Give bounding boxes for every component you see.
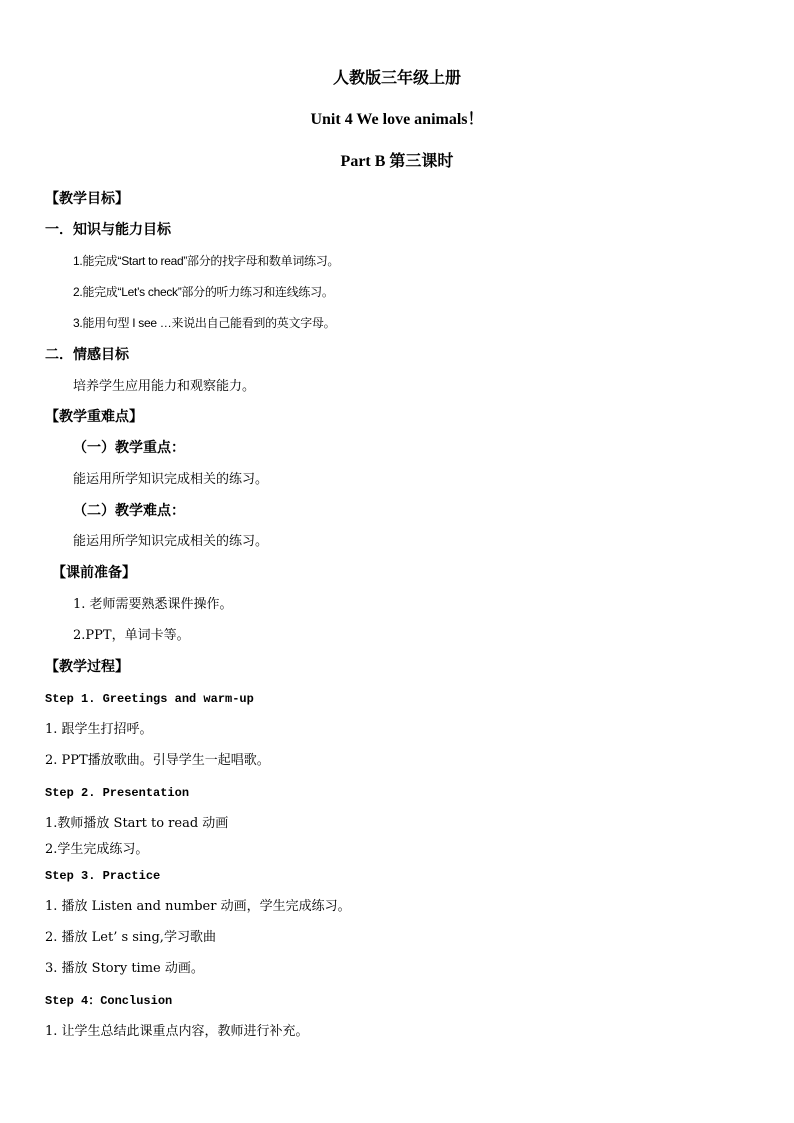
objectives-heading: 【教学目标】 <box>45 191 129 207</box>
keypoints-heading: 【教学重难点】 <box>45 409 143 425</box>
difficulty-text: 能运用所学知识完成相关的练习。 <box>73 534 269 549</box>
step3-item: 1. 播放 Listen and number 动画，学生完成练习。 <box>45 899 351 914</box>
knowledge-item: 2.能完成“Let’s check”部分的听力练习和连线练习。 <box>73 285 334 299</box>
unit-title: Unit 4 We love animals！ <box>310 111 484 128</box>
part-title: Part B 第三课时 <box>340 153 454 170</box>
emotion-text: 培养学生应用能力和观察能力。 <box>73 379 256 394</box>
step1-heading: Step 1. Greetings and warm-up <box>45 692 254 706</box>
step2-item: 1.教师播放 Start to read 动画 <box>45 816 229 831</box>
step3-item: 2. 播放 Let’ s sing,学习歌曲 <box>45 930 216 945</box>
step2-item: 2.学生完成练习。 <box>45 842 149 857</box>
step1-item: 2. PPT播放歌曲。引导学生一起唱歌。 <box>45 753 270 768</box>
emotion-heading: 二．情感目标 <box>45 347 129 363</box>
knowledge-item: 3.能用句型 I see …来说出自己能看到的英文字母。 <box>73 316 336 330</box>
knowledge-item: 1.能完成“Start to read”部分的找字母和数单词练习。 <box>73 254 340 268</box>
process-heading: 【教学过程】 <box>45 659 129 675</box>
focus-heading: （一）教学重点： <box>73 440 185 456</box>
step2-heading: Step 2. Presentation <box>45 786 190 800</box>
focus-text: 能运用所学知识完成相关的练习。 <box>73 472 269 487</box>
step3-heading: Step 3. Practice <box>45 869 161 883</box>
step4-item: 1. 让学生总结此课重点内容，教师进行补充。 <box>45 1024 309 1039</box>
preparation-heading: 【课前准备】 <box>52 565 136 581</box>
step4-heading: Step 4：Conclusion <box>45 994 173 1008</box>
step1-item: 1. 跟学生打招呼。 <box>45 722 153 737</box>
preparation-item: 1. 老师需要熟悉课件操作。 <box>73 597 233 612</box>
document-title: 人教版三年级上册 <box>332 68 461 87</box>
difficulty-heading: （二）教学难点： <box>73 503 185 519</box>
step3-item: 3. 播放 Story time 动画。 <box>45 961 204 976</box>
knowledge-heading: 一．知识与能力目标 <box>45 222 171 238</box>
preparation-item: 2.PPT，单词卡等。 <box>73 628 190 643</box>
